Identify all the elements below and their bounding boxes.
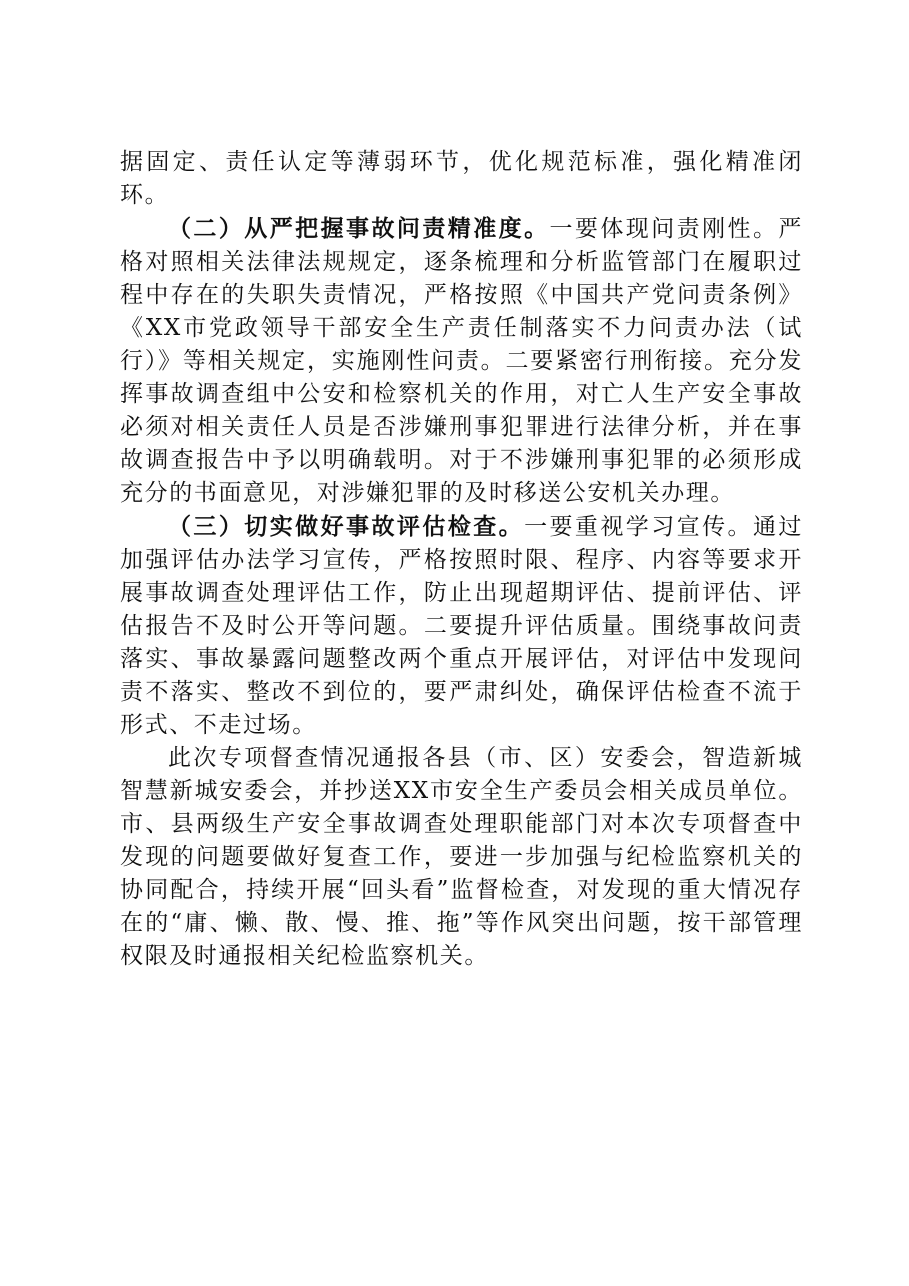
paragraph-closing <box>120 742 803 973</box>
paragraph-text: 据固定、责任认定等薄弱环节，优化规范标准，强化精准闭环。 <box>120 149 803 208</box>
paragraph-section-2 <box>120 212 803 510</box>
paragraph-text: 此次专项督查情况通报各县（市、区）安委会，智造新城智慧新城安委会，并抄送XX市安全生产委员会相关成员单位。市、县两级生产安全事故调查处理职能部门对本次专项督查中发现的问题要做好复查工作，要进一步加强与纪检监察机关的协同配合，持续开展“回头看”监督检查，对发现的重大情况存在的“庸、懒、散、慢、推、拖”等作风突出问题，按干部管理权限及时通报相关纪检监察机关。 <box>120 745 803 969</box>
section-heading: （二）从严把握事故问责精准度。 <box>168 215 550 242</box>
document-body <box>120 146 803 973</box>
paragraph-continuation <box>120 146 803 212</box>
paragraph-text: 一要重视学习宣传。通过加强评估办法学习宣传，严格按照时限、程序、内容等要求开展事故调查处理评估工作，防止出现超期评估、提前评估、评估报告不及时公开等问题。二要提升评估质量。围绕事故问责落实、事故暴露问题整改两个重点开展评估，对评估中发现问责不落实、整改不到位的，要严肃纠处，确保评估检查不流于形式、不走过场。 <box>120 514 803 738</box>
paragraph-section-3 <box>120 510 803 742</box>
section-heading: （三）切实做好事故评估检查。 <box>168 513 525 540</box>
paragraph-text: 一要体现问责刚性。严格对照相关法律法规规定，逐条梳理和分析监管部门在履职过程中存在的失职失责情况，严格按照《中国共产党问责条例》《XX市党政领导干部安全生产责任制落实不力问责办法（试行）》等相关规定，实施刚性问责。二要紧密行刑衔接。充分发挥事故调查组中公安和检察机关的作用，对亡人生产安全事故必须对相关责任人员是否涉嫌刑事犯罪进行法律分析，并在事故调查报告中予以明确载明。对于不涉嫌刑事犯罪的必须形成充分的书面意见，对涉嫌犯罪的及时移送公安机关办理。 <box>120 216 803 506</box>
